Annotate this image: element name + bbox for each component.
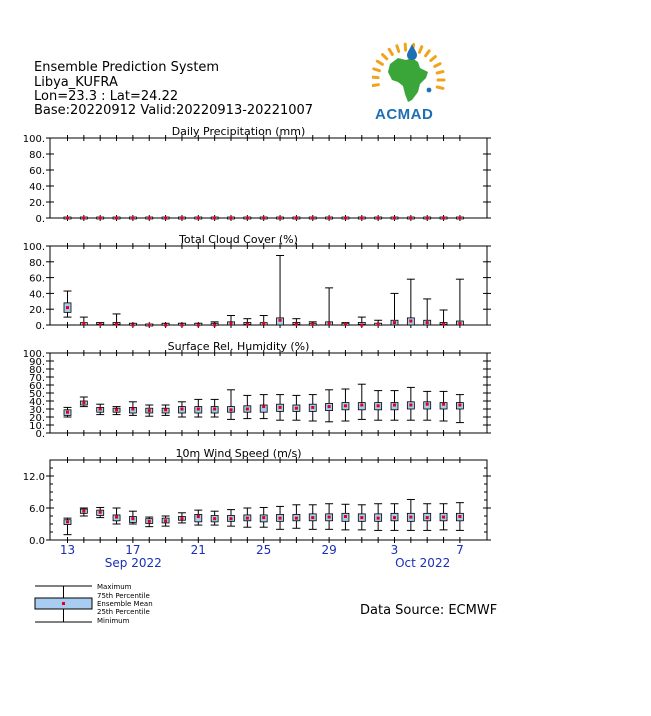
mean-marker — [131, 324, 134, 327]
y-tick-label: 0. — [35, 321, 45, 332]
y-tick-label: 30. — [29, 405, 45, 416]
mean-marker — [377, 517, 380, 520]
mean-marker — [230, 408, 233, 411]
mean-marker — [213, 517, 216, 520]
y-tick-label: 70. — [29, 373, 45, 384]
mean-marker — [262, 405, 265, 408]
y-tick-label: 80. — [29, 257, 45, 269]
mean-marker — [426, 516, 429, 519]
mean-marker — [82, 510, 85, 513]
mean-marker — [66, 411, 69, 414]
mean-marker — [360, 404, 363, 407]
logo-text: ACMAD — [375, 106, 434, 123]
mean-marker — [246, 517, 249, 520]
mean-marker — [344, 515, 347, 518]
y-tick-label: 40. — [29, 289, 45, 301]
mean-marker — [377, 217, 380, 220]
mean-marker — [148, 324, 151, 327]
mean-marker — [328, 322, 331, 325]
y-tick-label: 0. — [35, 429, 45, 440]
mean-marker — [197, 515, 200, 518]
mean-marker — [246, 217, 249, 220]
mean-marker — [230, 322, 233, 325]
x-month-label: Oct 2022 — [395, 556, 451, 570]
mean-marker — [279, 319, 282, 322]
x-day-label: 17 — [125, 543, 141, 557]
header-dates: Base:20220912 Valid:20220913-20221007 — [34, 103, 314, 118]
mean-marker — [442, 403, 445, 406]
mean-marker — [426, 217, 429, 220]
mean-marker — [344, 323, 347, 326]
mean-marker — [197, 408, 200, 411]
y-tick-label: 80. — [29, 365, 45, 376]
mean-marker — [426, 321, 429, 324]
legend-mean-marker — [62, 602, 65, 605]
panel-frame — [50, 460, 487, 540]
mean-marker — [131, 517, 134, 520]
mean-marker — [197, 217, 200, 220]
mean-marker — [115, 408, 118, 411]
mean-marker — [99, 511, 102, 514]
mean-marker — [99, 408, 102, 411]
mean-marker — [148, 520, 151, 523]
panel-frame — [50, 246, 487, 325]
mean-marker — [82, 401, 85, 404]
mean-marker — [311, 516, 314, 519]
mean-marker — [458, 404, 461, 407]
y-tick-label: 20. — [29, 305, 45, 317]
mean-marker — [66, 217, 69, 220]
header-station: Libya_KUFRA — [34, 75, 118, 90]
panel-title: Daily Precipitation (mm) — [171, 125, 306, 138]
mean-marker — [311, 406, 314, 409]
mean-marker — [262, 322, 265, 325]
y-tick-label: 20. — [29, 413, 45, 424]
legend-mean: Ensemble Mean — [97, 600, 153, 608]
mean-marker — [213, 408, 216, 411]
mean-marker — [230, 217, 233, 220]
x-day-label: 29 — [321, 543, 337, 557]
mean-marker — [409, 516, 412, 519]
mean-marker — [262, 217, 265, 220]
y-tick-label: 0. — [35, 214, 45, 225]
mean-marker — [458, 515, 461, 518]
mean-marker — [360, 217, 363, 220]
y-tick-label: 20. — [29, 198, 45, 209]
mean-marker — [115, 323, 118, 326]
panel-frame — [50, 353, 487, 433]
mean-marker — [131, 217, 134, 220]
y-tick-label: 10. — [29, 421, 45, 432]
panel-frame — [50, 138, 487, 218]
mean-marker — [409, 404, 412, 407]
mean-marker — [409, 217, 412, 220]
mean-marker — [295, 217, 298, 220]
mean-marker — [360, 516, 363, 519]
mean-marker — [442, 323, 445, 326]
legend-p25: 25th Percentile — [97, 608, 150, 616]
y-tick-label: 50. — [29, 389, 45, 400]
mean-marker — [66, 306, 69, 309]
mean-marker — [311, 217, 314, 220]
mean-marker — [295, 407, 298, 410]
mean-marker — [99, 323, 102, 326]
x-day-label: 21 — [190, 543, 206, 557]
mean-marker — [131, 408, 134, 411]
legend-p75: 75th Percentile — [97, 592, 150, 600]
y-tick-label: 90. — [29, 357, 45, 368]
x-day-label: 7 — [456, 543, 464, 557]
mean-marker — [360, 324, 363, 327]
mean-marker — [164, 519, 167, 522]
x-day-label: 13 — [59, 543, 76, 557]
mean-marker — [295, 323, 298, 326]
x-month-label: Sep 2022 — [104, 556, 162, 570]
mean-marker — [213, 217, 216, 220]
mean-marker — [295, 517, 298, 520]
mean-marker — [82, 322, 85, 325]
mean-marker — [328, 217, 331, 220]
mean-marker — [458, 217, 461, 220]
y-tick-label: 40. — [29, 397, 45, 408]
legend-minimum: Minimum — [97, 617, 130, 625]
mean-marker — [279, 217, 282, 220]
mean-marker — [409, 320, 412, 323]
mean-marker — [148, 217, 151, 220]
mean-marker — [197, 324, 200, 327]
mean-marker — [328, 405, 331, 408]
mean-marker — [99, 217, 102, 220]
mean-marker — [344, 217, 347, 220]
y-tick-label: 40. — [29, 182, 45, 193]
mean-marker — [311, 323, 314, 326]
legend-maximum: Maximum — [97, 583, 132, 591]
mean-marker — [262, 516, 265, 519]
mean-marker — [458, 322, 461, 325]
y-tick-label: 100. — [22, 134, 45, 145]
mean-marker — [393, 321, 396, 324]
y-tick-label: 60. — [29, 381, 45, 392]
y-tick-label: 0.0 — [29, 536, 45, 547]
mean-marker — [246, 323, 249, 326]
mean-marker — [213, 324, 216, 327]
y-tick-label: 60. — [29, 166, 45, 177]
mean-marker — [246, 408, 249, 411]
mean-marker — [164, 408, 167, 411]
mean-marker — [344, 404, 347, 407]
y-tick-label: 12.0 — [22, 472, 45, 483]
panel-title: 10m Wind Speed (m/s) — [175, 447, 302, 460]
data-source: Data Source: ECMWF — [360, 603, 498, 618]
panel-title: Surface Rel. Humidity (%) — [167, 340, 310, 353]
mean-marker — [279, 406, 282, 409]
mean-marker — [393, 217, 396, 220]
mean-marker — [115, 217, 118, 220]
mean-marker — [148, 409, 151, 412]
mean-marker — [164, 324, 167, 327]
mean-marker — [377, 404, 380, 407]
y-tick-label: 60. — [29, 273, 45, 285]
mean-marker — [180, 517, 183, 520]
mean-marker — [66, 520, 69, 523]
mean-marker — [115, 516, 118, 519]
mean-marker — [279, 517, 282, 520]
mean-marker — [442, 516, 445, 519]
header-coords: Lon=23.3 : Lat=24.22 — [34, 89, 179, 104]
mean-marker — [393, 516, 396, 519]
mean-marker — [180, 324, 183, 327]
mean-marker — [393, 404, 396, 407]
mean-marker — [164, 217, 167, 220]
mean-marker — [82, 217, 85, 220]
panel-title: Total Cloud Cover (%) — [179, 233, 298, 246]
x-day-label: 25 — [256, 543, 272, 557]
y-tick-label: 6.0 — [29, 504, 45, 515]
mean-marker — [180, 408, 183, 411]
y-tick-label: 100. — [22, 242, 45, 253]
mean-marker — [230, 517, 233, 520]
header-system: Ensemble Prediction System — [34, 60, 220, 75]
mean-marker — [442, 217, 445, 220]
mean-marker — [328, 516, 331, 519]
y-tick-label: 80. — [29, 150, 45, 161]
mean-marker — [180, 217, 183, 220]
y-tick-label: 100. — [22, 349, 45, 360]
mean-marker — [426, 403, 429, 406]
x-day-label: 3 — [390, 543, 399, 557]
mean-marker — [377, 323, 380, 326]
